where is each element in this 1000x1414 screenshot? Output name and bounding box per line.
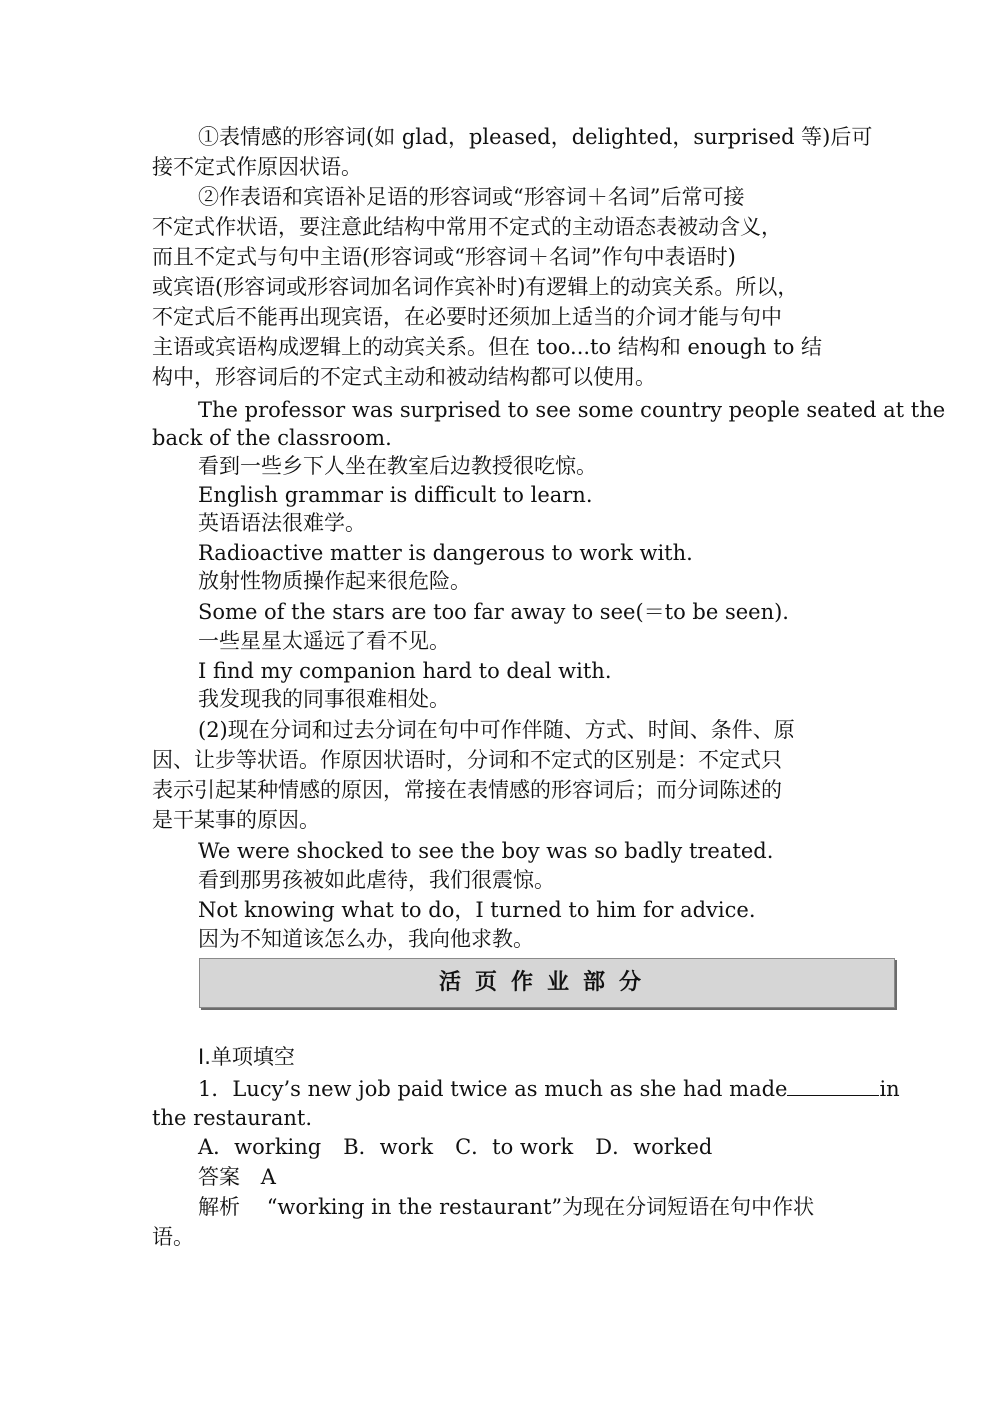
example4-en: Some of the stars are too far away to see(＝to be seen).	[198, 600, 789, 624]
point3-line: 是干某事的原因。	[152, 808, 320, 832]
options-row	[198, 1132, 898, 1162]
analysis-line2: 语。	[152, 1225, 194, 1249]
example2-en: English grammar is difficult to learn.	[198, 483, 593, 507]
answer-value: A	[260, 1165, 276, 1189]
example5-cn: 我发现我的同事很难相处。	[198, 687, 450, 711]
answer-row	[198, 1162, 898, 1192]
example1-en-line2: back of the classroom.	[152, 426, 392, 450]
point1-line1: ①表情感的形容词(如 glad，pleased，delighted，surprised 等)后可	[198, 125, 873, 149]
point2-line: 或宾语(形容词或形容词加名词作宾补时)有逻辑上的动宾关系。所以，	[152, 275, 799, 299]
point2-line: ②作表语和宾语补足语的形容词或“形容词＋名词”后常可接	[198, 185, 745, 209]
answer-label: 答案	[198, 1165, 240, 1189]
option-c: C．to work	[455, 1135, 574, 1159]
point3-line: 因、让步等状语。作原因状语时，分词和不定式的区别是：不定式只	[152, 748, 782, 772]
homework-section-banner: 活页作业部分	[199, 958, 895, 1008]
example1-cn: 看到一些乡下人坐在教室后边教授很吃惊。	[198, 454, 597, 478]
example6-en: We were shocked to see the boy was so badly treated.	[198, 839, 774, 863]
point2-line: 构中，形容词后的不定式主动和被动结构都可以使用。	[152, 365, 656, 389]
point3-line: (2)现在分词和过去分词在句中可作伴随、方式、时间、条件、原	[198, 718, 795, 742]
point2-line: 而且不定式与句中主语(形容词或“形容词＋名词”作句中表语时)	[152, 245, 736, 269]
question-1-line1	[198, 1074, 898, 1104]
question-1-suffix: in	[879, 1077, 900, 1101]
analysis-row	[198, 1192, 898, 1222]
analysis-text: “working in the restaurant”为现在分词短语在句中作状	[266, 1195, 815, 1219]
option-a: A．working	[198, 1135, 322, 1159]
point3-line: 表示引起某种情感的原因，常接在表情感的形容词后；而分词陈述的	[152, 778, 782, 802]
point2-line: 不定式后不能再出现宾语，在必要时还须加上适当的介词才能与句中	[152, 305, 782, 329]
example4-cn: 一些星星太遥远了看不见。	[198, 629, 450, 653]
example1-en-line1: The professor was surprised to see some country people seated at the	[198, 398, 946, 422]
answer-blank	[787, 1075, 879, 1096]
option-d: D．worked	[595, 1135, 713, 1159]
point1-line2: 接不定式作原因状语。	[152, 155, 362, 179]
section-heading: Ⅰ.单项填空	[198, 1045, 295, 1069]
example3-en: Radioactive matter is dangerous to work with.	[198, 541, 693, 565]
analysis-label: 解析	[198, 1195, 240, 1219]
point2-line: 主语或宾语构成逻辑上的动宾关系。但在 too...to 结构和 enough to 结	[152, 335, 823, 359]
example7-cn: 因为不知道该怎么办，我向他求教。	[198, 927, 534, 951]
question-1-line2: the restaurant.	[152, 1106, 312, 1130]
example3-cn: 放射性物质操作起来很危险。	[198, 569, 471, 593]
example6-cn: 看到那男孩被如此虐待，我们很震惊。	[198, 868, 555, 892]
example2-cn: 英语语法很难学。	[198, 511, 366, 535]
point2-line: 不定式作状语，要注意此结构中常用不定式的主动语态表被动含义，	[152, 215, 782, 239]
option-b: B．work	[343, 1135, 434, 1159]
example7-en: Not knowing what to do，I turned to him for advice.	[198, 898, 756, 922]
example5-en: I find my companion hard to deal with.	[198, 659, 612, 683]
question-1-text: 1．Lucy’s new job paid twice as much as she had made	[198, 1077, 788, 1101]
